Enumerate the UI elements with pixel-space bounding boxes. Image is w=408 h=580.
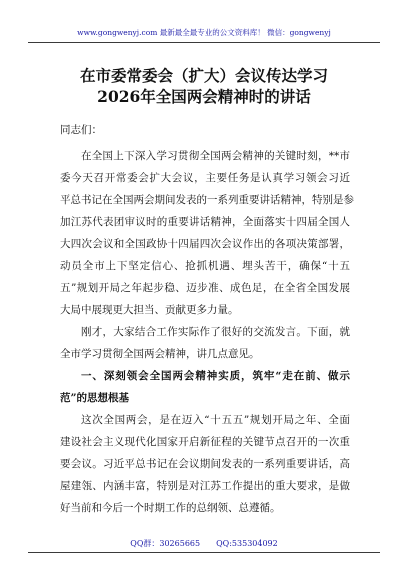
paragraph-line: 全市学习贯彻全国两会精神，讲几点意见。 [60,348,260,360]
section-heading-line: 范”的思想根基 [60,392,130,404]
footer-contact [0,538,408,549]
header-divider [28,42,380,43]
paragraph-line: 这次全国两会，是在迈入“十五五”规划开局之年、全面 [81,414,350,426]
site-header-text: www.gongwenyj.com 最新最全最专业的公文资料库！ 微信：gongwenyj [77,28,331,37]
paragraph-line: 大四次会议和全国政协十四届四次会议作出的各项决策部署， [60,238,350,250]
paragraph-line: 刚才，大家结合工作实际作了很好的交流发言。下面，就 [81,326,350,338]
paragraph-line: 动员全市上下坚定信心、抢抓机遇、埋头苦干，确保“十五 [60,260,350,272]
salutation: 同志们： [60,124,102,136]
paragraph-line: 建设社会主义现代化国家开启新征程的关键节点召开的一次重 [60,436,350,448]
paragraph-line: 要会议。习近平总书记在会议期间发表的一系列重要讲话，高 [60,458,350,470]
footer-qq: QQ:535304092 [216,539,278,548]
footer-qq-group: QQ群：30265665 [130,539,201,548]
paragraph-line: 大局中展现更大担当、贡献更多力量。 [60,304,239,316]
paragraph-line: 好当前和今后一个时期工作的总纲领、总遵循。 [60,502,281,514]
document-title-line-1: 在市委常委会（扩大）会议传达学习 [79,66,328,85]
paragraph-line: 屋建瓴、内涵丰富，特别是对江苏工作提出的重大要求，是做 [60,480,350,492]
paragraph-line: 平总书记在全国两会期间发表的一系列重要讲话精神，特别是参 [60,194,354,206]
document-title-line-2: 2026年全国两会精神时的讲话 [97,87,311,106]
footer-divider [28,552,380,553]
paragraph-line: 委今天召开常委会扩大会议，主要任务是认真学习领会习近 [60,172,350,184]
paragraph-line: 五”规划开局之年起步稳、迈步准、成色足，在全省全国发展 [60,282,350,294]
paragraph-line: 加江苏代表团审议时的重要讲话精神，全面落实十四届全国人 [60,216,350,228]
section-heading-line: 一、深刻领会全国两会精神实质，筑牢“走在前、做示 [81,370,350,382]
paragraph-line: 在全国上下深入学习贯彻全国两会精神的关键时刻，**市 [81,150,350,162]
